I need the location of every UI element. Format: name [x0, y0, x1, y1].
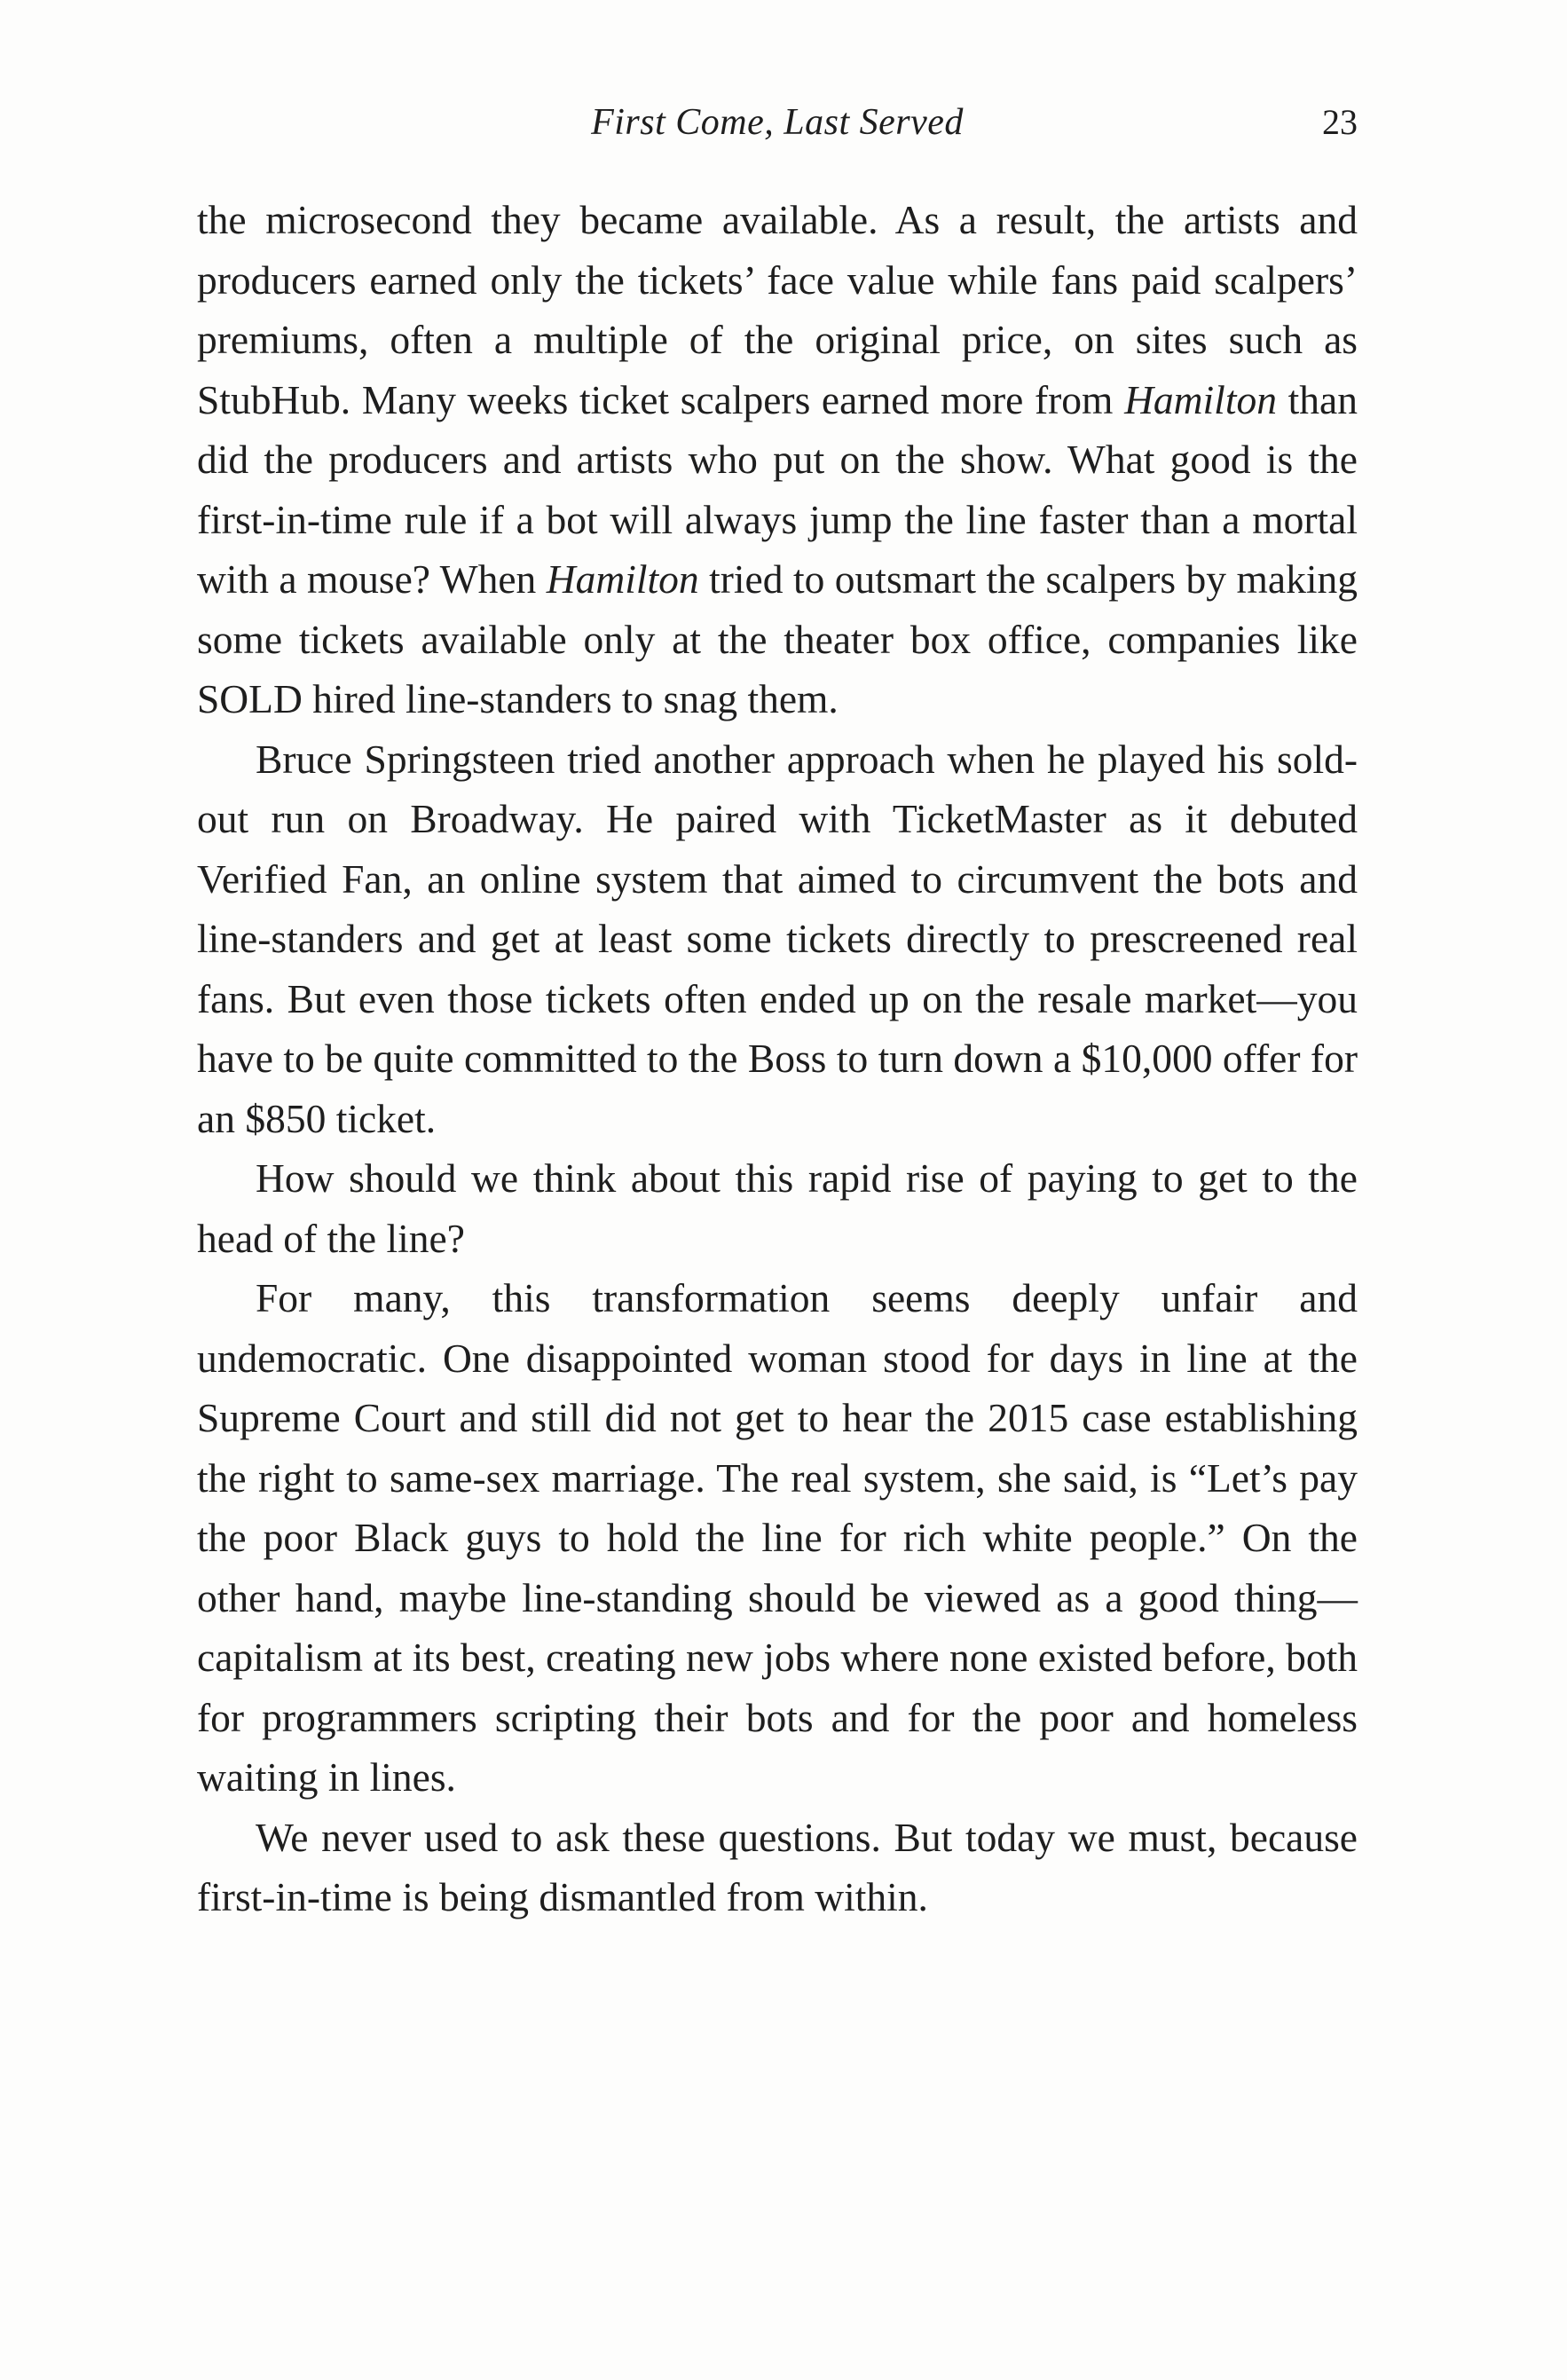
paragraph-3: [197, 1148, 1358, 1268]
paragraph-1: [197, 190, 1358, 729]
text-segment: We never used to ask these questions. But today we must, because first-in-time is being dismantled from within.: [197, 1814, 1358, 1919]
text-segment: than did the producers and artists who put on the show. What good is the first-in-time rule if a bot will always jump the line faster than a mortal with a mouse? When: [197, 376, 1358, 602]
paragraph-5: [197, 1808, 1358, 1927]
body-text: [197, 190, 1358, 1927]
book-title-italic: Hamilton: [546, 556, 699, 602]
text-segment: Bruce Springsteen tried another approach when he played his sold-out run on Broadway. He paired with TicketMaster as it debuted Verified Fan, an online system that aimed to circumvent the bots and line-standers and get at least some tickets directly to prescreened real fans. But even those tickets often ended up on the resale market—you have to be quite committed to the Boss to turn down a $10,000 offer for an $850 ticket.: [197, 736, 1358, 1141]
running-header: [197, 87, 1358, 158]
paragraph-2: [197, 729, 1358, 1149]
text-segment: tried to outsmart the scalpers by making some tickets available only at the theater box office, companies like SOLD hired line-standers to snag them.: [197, 556, 1358, 721]
text-segment: How should we think about this rapid rise of paying to get to the head of the line?: [197, 1155, 1358, 1261]
paragraph-4: [197, 1268, 1358, 1808]
page-number: 23: [1322, 102, 1358, 142]
text-segment: the microsecond they became available. As a result, the artists and producers earned only the tickets’ face value while fans paid scalpers’ premiums, often a multiple of the original price, on sites such as StubHub. Many weeks ticket scalpers earned more from: [197, 197, 1358, 422]
running-title: First Come, Last Served: [591, 102, 964, 143]
book-title-italic: Hamilton: [1124, 376, 1277, 422]
text-segment: For many, this transformation seems deeply unfair and undemocratic. One disappointed woman stood for days in line at the Supreme Court and still did not get to hear the 2015 case establishing the right to same-sex marriage. The real system, she said, is “Let’s pay the poor Black guys to hold the line for rich white people.” On the other hand, maybe line-standing should be viewed as a good thing—capitalism at its best, creating new jobs where none existed before, both for programmers scripting their bots and for the poor and homeless waiting in lines.: [197, 1275, 1358, 1800]
